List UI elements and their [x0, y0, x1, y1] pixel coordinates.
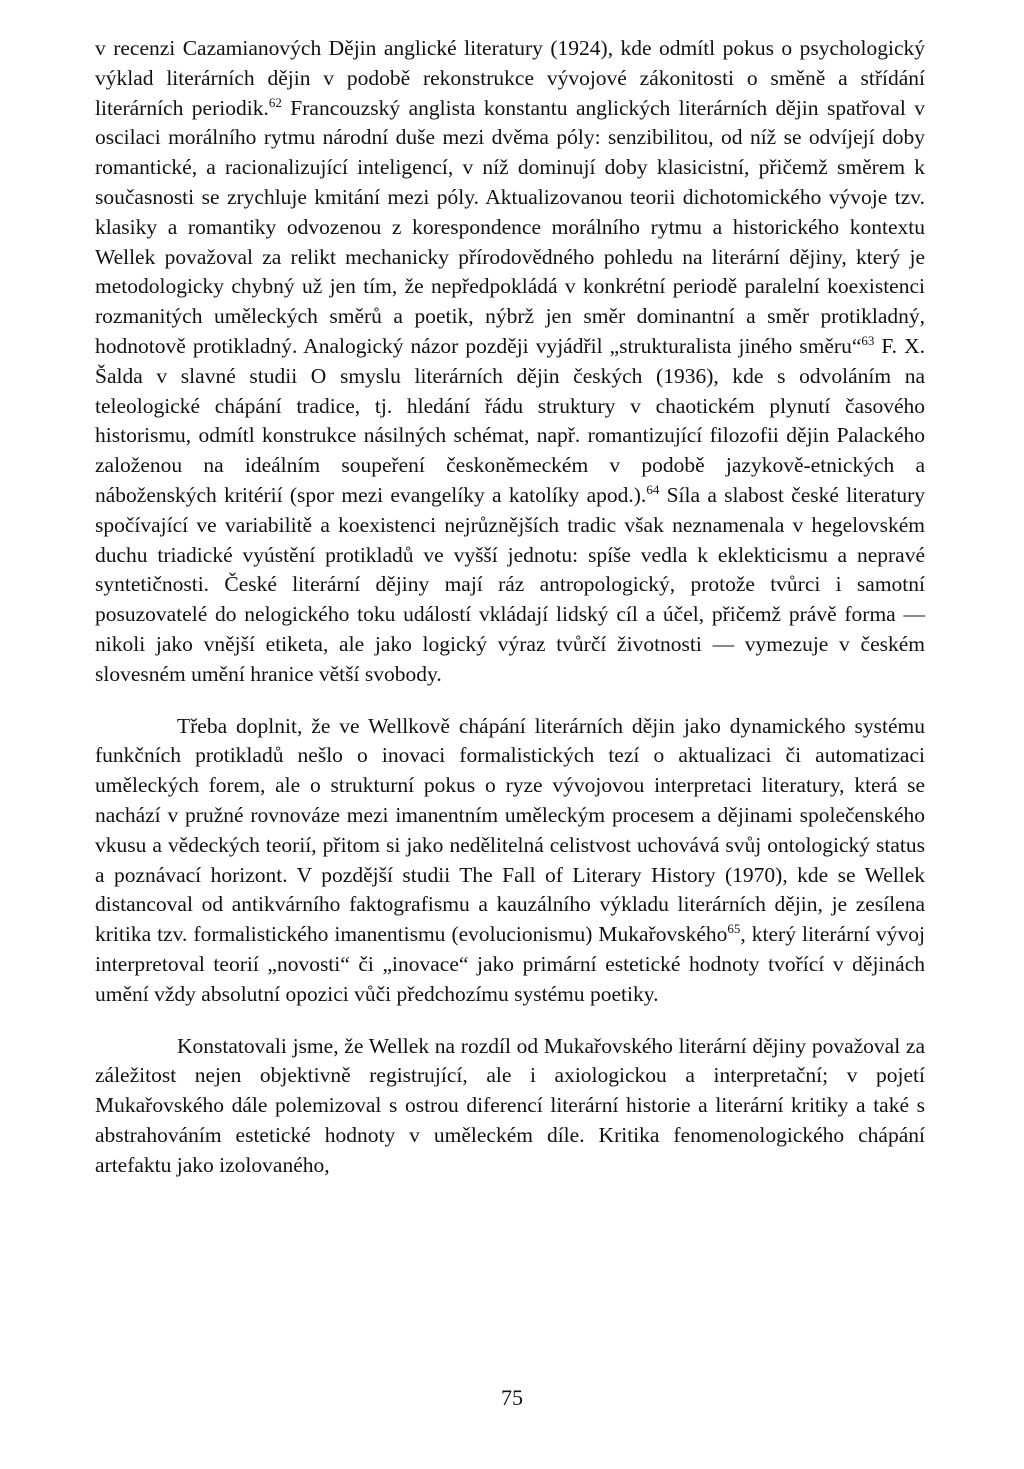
paragraph-text: F. X. Šalda v slavné studii O smyslu literárních dějin českých (1936), kde s odvoláním na teleologické chápání tradice, tj. hledání řádu struktury v chaotickém plynutí časového historismu, odmítl konstrukce násilných schémat, např. romantizující filozofii dějin Palackého založenou na ideálním soupeření českoněmeckém v podobě jazykově-etnických a náboženských kritérií (spor mezi evangelíky a katolíky apod.). [95, 333, 925, 507]
paragraph-text: Síla a slabost české literatury spočívající ve variabilitě a koexistenci nejrůznějších tradic však neznamenala v hegelovském duchu triadické vyústění protikladů ve vyšší jednotu: spíše vedla k eklekticismu a nepravé syntetičnosti. České literární dějiny mají ráz antropologický, protože tvůrci i samotní posuzovatelé do nelogického toku událostí vkládají lidský cíl a účel, přičemž právě forma — nikoli jako vnější etiketa, ale jako logický výraz tvůrčí životnosti — vymezuje v českém slovesném umění hranice větší svobody. [95, 482, 926, 686]
paragraph-1 [95, 34, 925, 690]
paragraph-text: v recenzi Cazamianových Dějin anglické literatury (1924), kde odmítl pokus o psychologický výklad literárních dějin v podobě rekonstrukce vývojové zákonitosti o směně a střídání literárních periodik. [95, 36, 925, 120]
footnote-ref-64: 64 [646, 481, 660, 497]
paragraph-2 [95, 712, 925, 1010]
paragraph-text: Konstatovali jsme, že Wellek na rozdíl od Mukařovského literární dějiny považoval za záležitost nejen objektivně registrující, ale i axiologickou a interpretační; v pojetí Mukařovského dále polemizoval s ostrou diferencí literární historie a literární kritiky a také s abstrahováním estetické hodnoty v uměleckém díle. Kritika fenomenologického chápání artefaktu jako izolovaného, [95, 1033, 925, 1177]
text-column [95, 34, 925, 1180]
footnote-ref-62: 62 [268, 94, 282, 110]
footnote-ref-63: 63 [861, 332, 875, 348]
paragraph-text: Francouzský anglista konstantu anglických literárních dějin spatřoval v oscilaci morálního rytmu národní duše mezi dvěma póly: senzibilitou, od níž se odvíjejí doby romantické, a racionalizující inteligencí, v níž dominují doby klasicistní, přičemž směrem k současnosti se zrychluje kmitání mezi póly. Aktualizovanou teorii dichotomického vývoje tzv. klasiky a romantiky odvozenou z korespondence morálního rytmu a historického kontextu Wellek považoval za relikt mechanicky přírodovědného pohledu na literární dějiny, který je metodologicky chybný už jen tím, že nepředpokládá v konkrétní periodě paralelní koexistenci rozmanitých uměleckých směrů a poetik, nýbrž jen směr dominantní a směr protikladný, hodnotově protikladný. Analogický názor později vyjádřil „strukturalista jiného směru“ [95, 95, 925, 358]
paragraph-3 [95, 1032, 925, 1181]
footnote-ref-65: 65 [727, 921, 741, 937]
page-number: 75 [501, 1385, 523, 1410]
paragraph-text: Třeba doplnit, že ve Wellkově chápání literárních dějin jako dynamického systému funkčních protikladů nešlo o inovaci formalistických tezí o aktualizaci či automatizaci uměleckých forem, ale o strukturní pokus o ryze vývojovou interpretaci literatury, která se nachází v pružné rovnováze mezi imanentním uměleckým procesem a dějinami společenského vkusu a vědeckých teorií, přitom si jako nedělitelná celistvost uchovává svůj ontologický status a poznávací horizont. V pozdější studii The Fall of Literary History (1970), kde se Wellek distancoval od antikvárního faktografismu a kauzálního výkladu literárních dějin, je zesílena kritika tzv. formalistického imanentismu (evolucionismu) Mukařovského [95, 713, 925, 947]
paragraph-text: , který literární vývoj interpretoval teorií „novosti“ či „inovace“ jako primární estetické hodnoty tvořící v dějinách umění vždy absolutní opozici vůči předchozímu systému poetiky. [95, 922, 926, 1006]
